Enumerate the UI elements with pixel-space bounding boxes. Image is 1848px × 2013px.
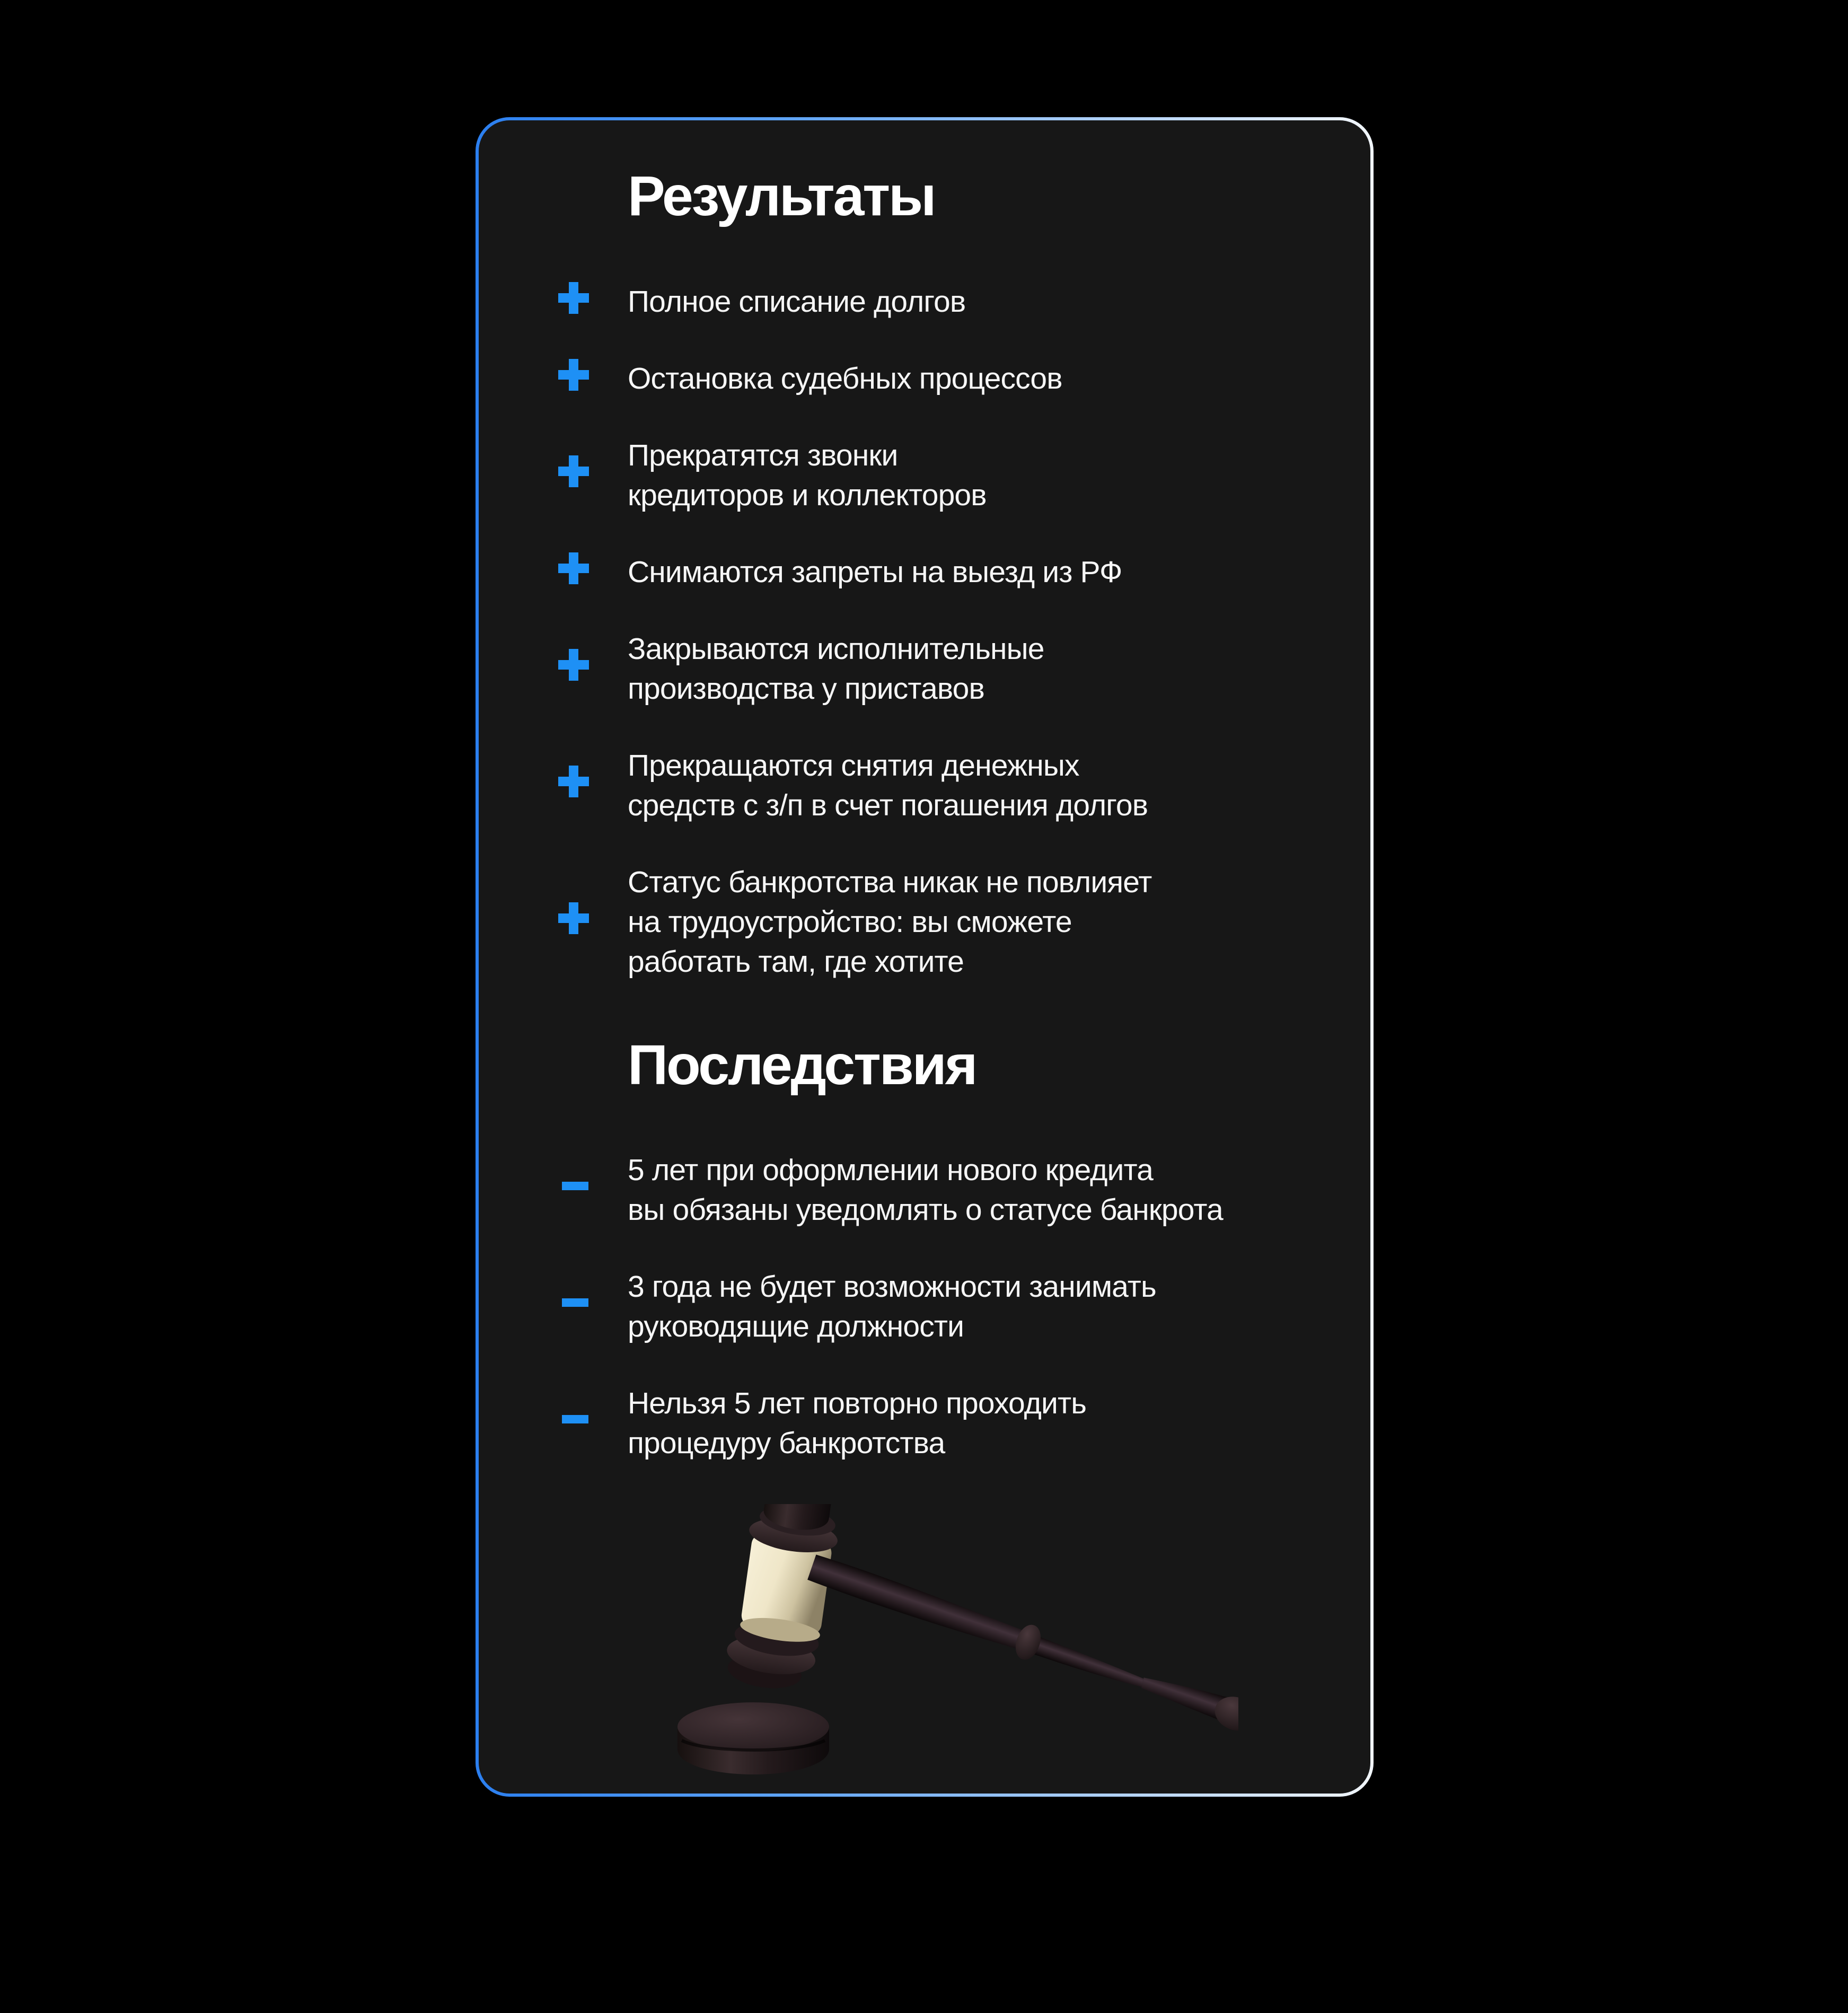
results-section-title: Результаты: [628, 165, 935, 227]
result-item-text: средств с з/п в счет погашения долгов: [628, 788, 1148, 822]
plus-icon: [558, 552, 589, 584]
plus-icon: [558, 649, 589, 681]
consequences-section-title: Последствия: [628, 1034, 976, 1096]
plus-icon: [558, 282, 589, 314]
consequence-item-text: Нельзя 5 лет повторно проходить: [628, 1386, 1087, 1420]
gavel-base: [677, 1702, 829, 1774]
gavel-head: [723, 1504, 846, 1695]
plus-icon: [558, 902, 589, 934]
result-item-text: работать там, где хотите: [628, 945, 964, 979]
result-item: [558, 282, 1327, 322]
result-item-text: Снимаются запреты на выезд из РФ: [628, 555, 1122, 589]
gavel-handle: [806, 1551, 1238, 1738]
result-item-text: кредиторов и коллекторов: [628, 478, 987, 512]
consequence-item-text: процедуру банкротства: [628, 1426, 945, 1460]
consequence-item-text: вы обязаны уведомлять о статусе банкрота: [628, 1193, 1223, 1227]
result-item: [558, 359, 1327, 399]
result-item-text: Прекратятся звонки: [628, 438, 898, 472]
consequence-item-text: 5 лет при оформлении нового кредита: [628, 1153, 1153, 1187]
minus-icon: [562, 1182, 588, 1190]
consequence-item-text: 3 года не будет возможности занимать: [628, 1270, 1156, 1304]
result-item: [558, 629, 1327, 709]
plus-icon: [558, 766, 589, 797]
minus-icon: [562, 1298, 588, 1307]
plus-icon: [558, 455, 589, 487]
result-item-text: Остановка судебных процессов: [628, 362, 1062, 395]
result-item-text: Закрываются исполнительные: [628, 632, 1044, 666]
result-item: [558, 746, 1327, 825]
result-item-text: Полное списание долгов: [628, 285, 966, 319]
result-item: [558, 436, 1327, 515]
result-item-text: производства у приставов: [628, 672, 984, 706]
result-item-text: Статус банкротства никак не повлияет: [628, 865, 1152, 899]
result-item: [558, 863, 1327, 982]
consequence-item: [558, 1267, 1327, 1347]
result-item-text: на трудоустройство: вы сможете: [628, 905, 1072, 939]
bankruptcy-card: [476, 117, 1374, 1797]
consequence-item: [558, 1384, 1327, 1463]
minus-icon: [562, 1415, 588, 1423]
gavel-image: [676, 1504, 1238, 1780]
plus-icon: [558, 359, 589, 391]
consequence-item-text: руководящие должности: [628, 1309, 964, 1343]
consequence-item: [558, 1150, 1327, 1230]
result-item: [558, 552, 1327, 592]
result-item-text: Прекращаются снятия денежных: [628, 749, 1079, 783]
